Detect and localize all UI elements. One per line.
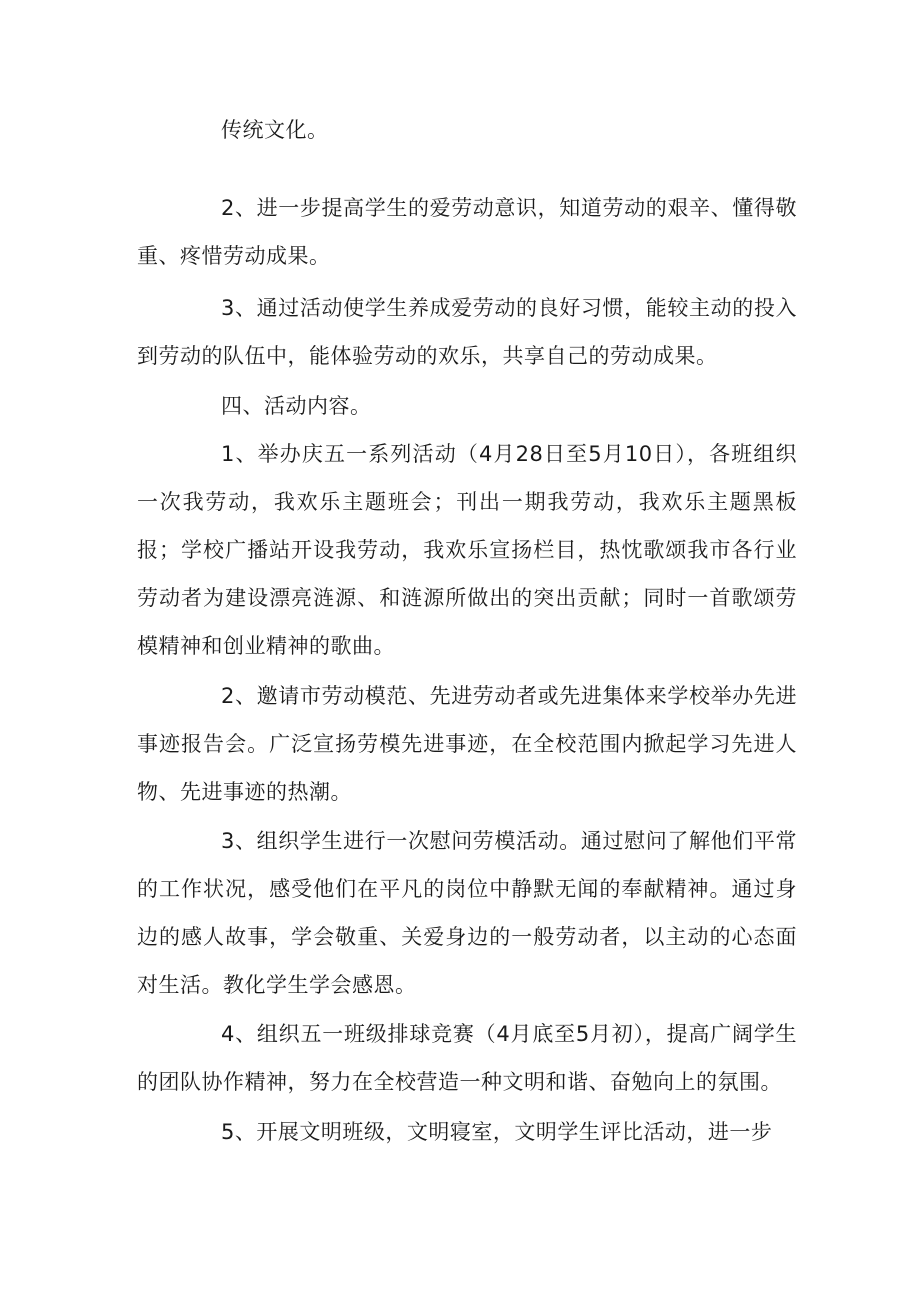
paragraph-activity-2: 2、邀请市劳动模范、先进劳动者或先进集体来学校举办先进事迹报告会。广泛宣扬劳模先进事迹，在全校范围内掀起学习先进人物、先进事迹的热潮。 (137, 684, 797, 804)
paragraph-objective-2: 2、进一步提高学生的爱劳动意识，知道劳动的艰辛、懂得敬重、疼惜劳动成果。 (137, 196, 797, 268)
paragraph-activity-1: 1、举办庆五一系列活动（4月28日至5月10日），各班组织一次我劳动，我欢乐主题班会；刊出一期我劳动，我欢乐主题黑板报；学校广播站开设我劳动，我欢乐宣扬栏目，热忱歌颂我市各行业劳动者为建设漂亮涟源、和涟源所做出的突出贡献；同时一首歌颂劳模精神和创业精神的歌曲。 (137, 442, 797, 658)
paragraph-activity-5: 5、开展文明班级，文明寝室，文明学生评比活动，进一步 (221, 1120, 773, 1144)
paragraph-continuation: 传统文化。 (221, 118, 329, 142)
paragraph-activity-3: 3、组织学生进行一次慰问劳模活动。通过慰问了解他们平常的工作状况，感受他们在平凡的岗位中静默无闻的奉献精神。通过身边的感人故事，学会敬重、关爱身边的一般劳动者，以主动的心态面对生活。教化学生学会感恩。 (137, 829, 797, 997)
paragraph-activity-4: 4、组织五一班级排球竞赛（4月底至5月初），提高广阔学生的团队协作精神，努力在全校营造一种文明和谐、奋勉向上的氛围。 (137, 1022, 797, 1094)
paragraph-objective-3: 3、通过活动使学生养成爱劳动的良好习惯，能较主动的投入到劳动的队伍中，能体验劳动的欢乐，共享自己的劳动成果。 (137, 296, 797, 368)
section-heading-activity-content: 四、活动内容。 (221, 394, 372, 418)
